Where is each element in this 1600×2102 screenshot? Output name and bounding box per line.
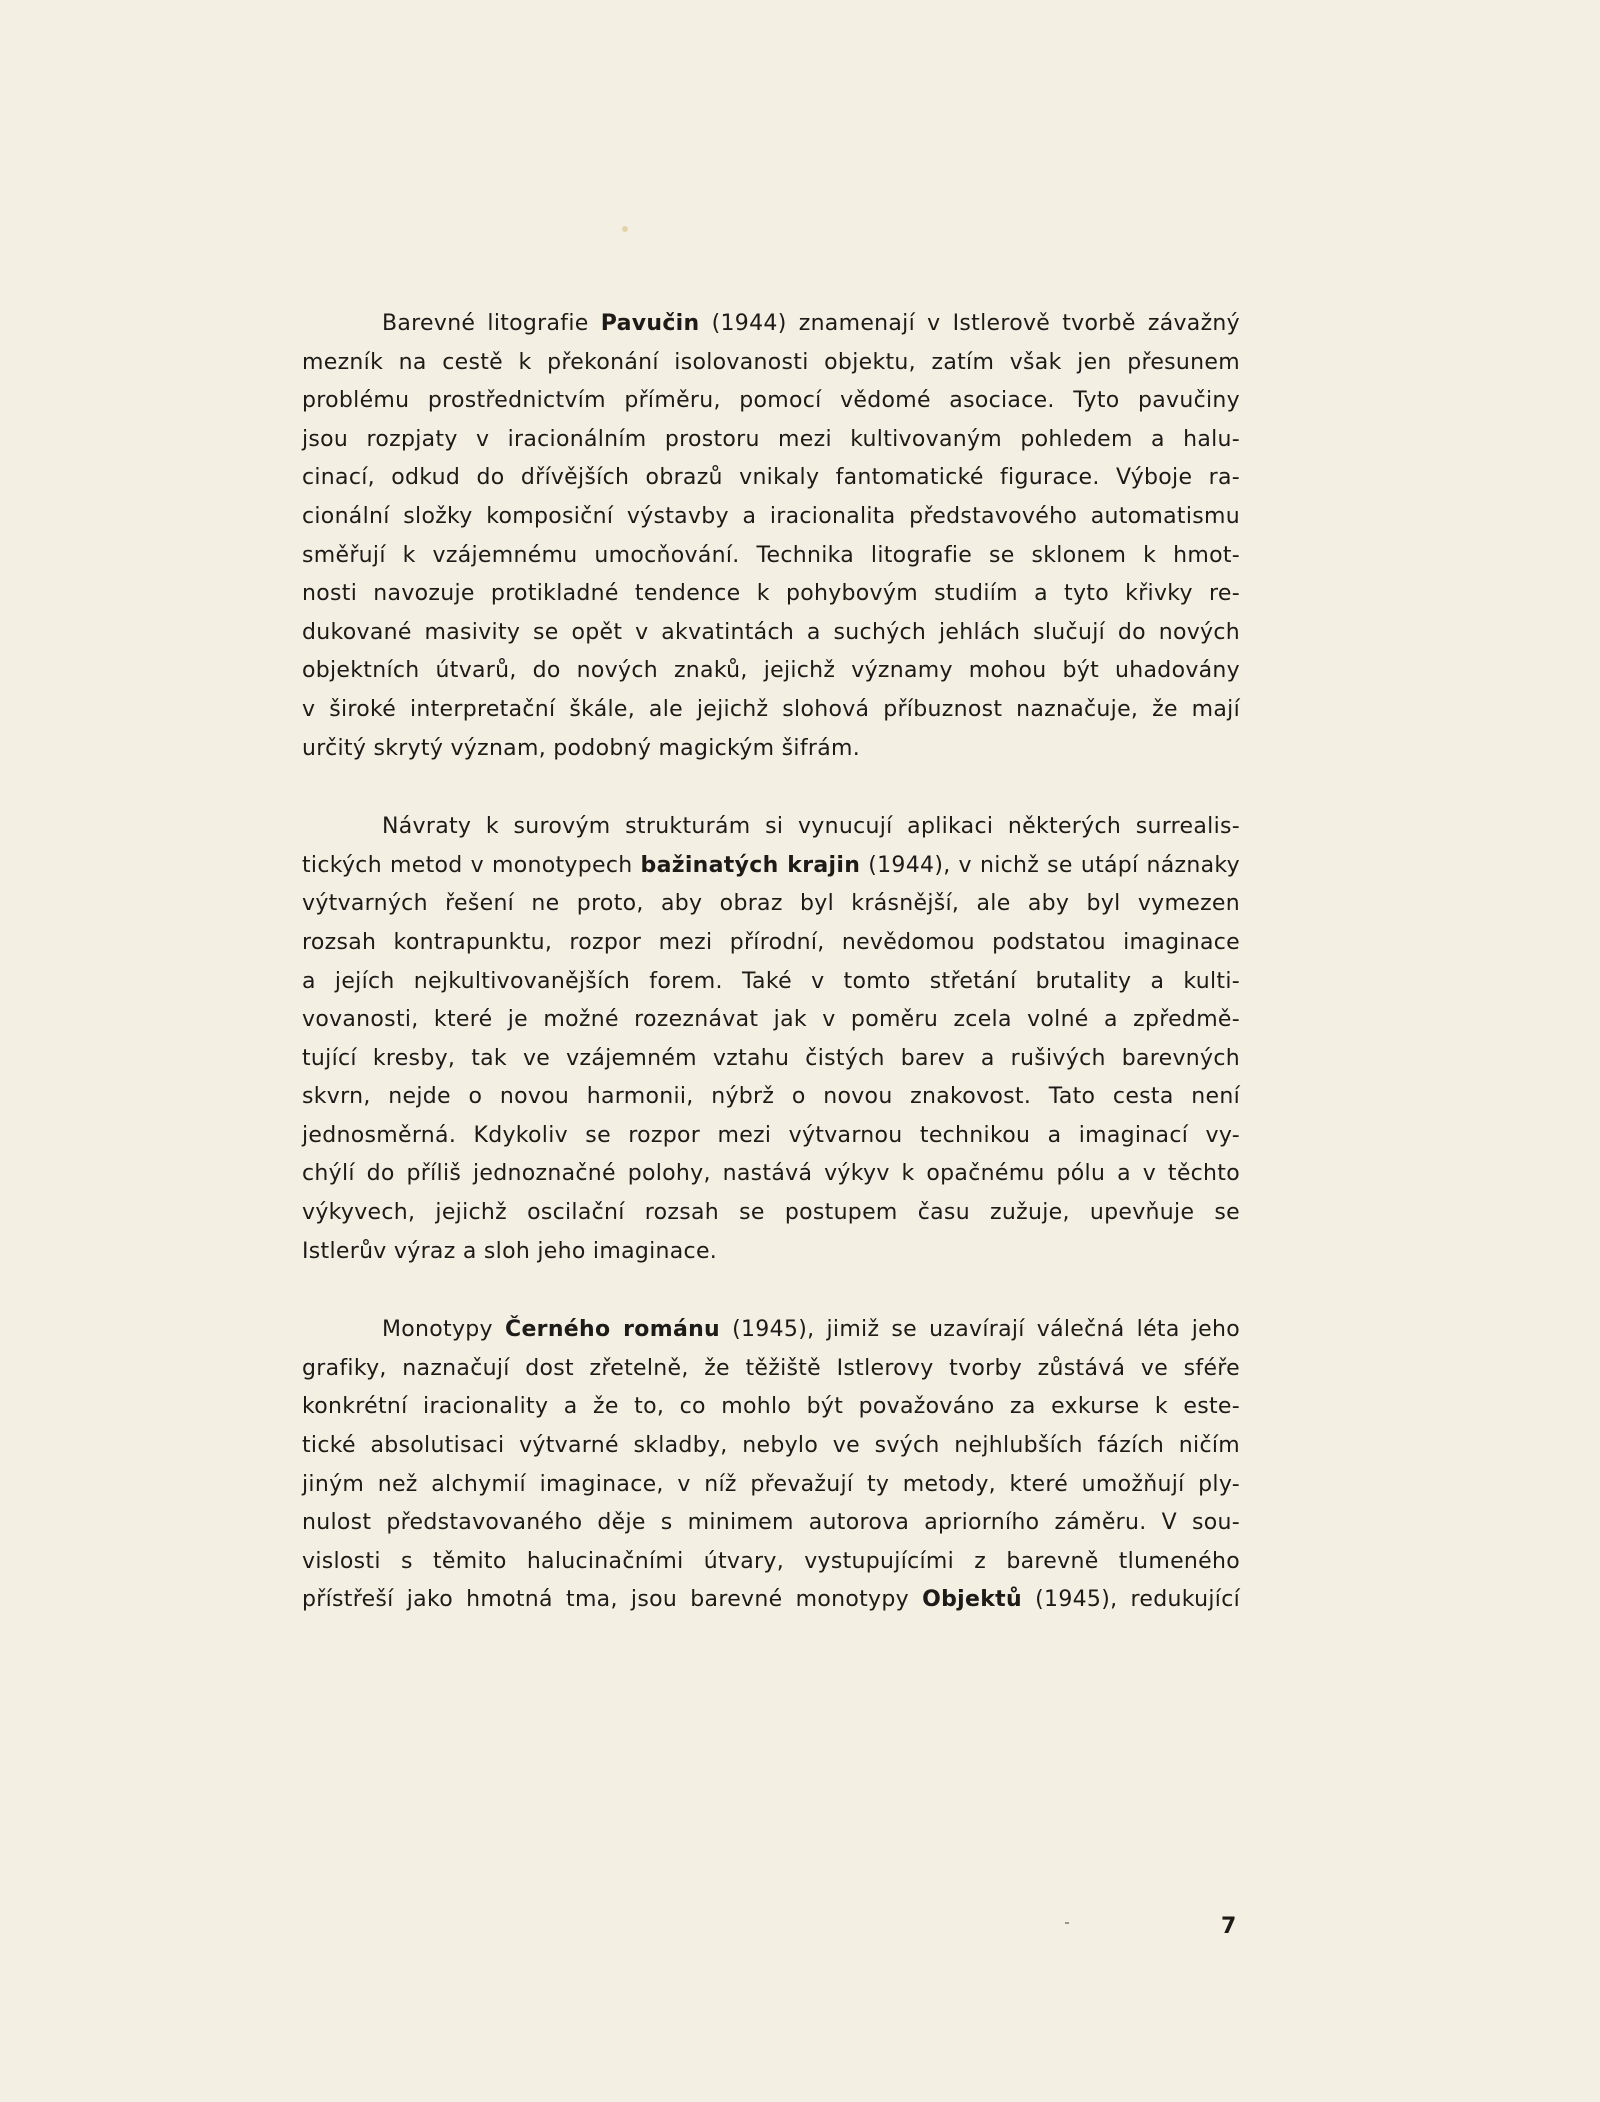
text-run: jednosměrná. Kdykoliv se rozpor mezi výtvarnou technikou a imaginací vy- <box>302 1122 1240 1148</box>
text-line <box>302 691 1240 730</box>
paper-mark <box>1065 1922 1069 1924</box>
text-line <box>302 1194 1240 1233</box>
text-line <box>302 730 1240 769</box>
text-run: (1945), jimiž se uzavírají válečná léta jeho <box>720 1317 1240 1343</box>
text-run: směřují k vzájemnému umocňování. Technika litografie se sklonem k hmot- <box>302 542 1240 568</box>
text-line <box>302 1504 1240 1543</box>
text-line <box>302 305 1240 344</box>
paper-speck <box>622 226 628 232</box>
paragraph <box>302 305 1240 768</box>
text-run: jsou rozpjaty v iracionálním prostoru mezi kultivovaným pohledem a halu- <box>302 426 1240 452</box>
text-line <box>302 885 1240 924</box>
text-line <box>302 382 1240 421</box>
text-line <box>302 1388 1240 1427</box>
text-run: výtvarných řešení ne proto, aby obraz byl krásnější, ale aby byl vymezen <box>302 891 1240 917</box>
text-line <box>302 1350 1240 1389</box>
text-line <box>302 614 1240 653</box>
text-run: vovanosti, které je možné rozeznávat jak v poměru zcela volné a zpředmě- <box>302 1007 1240 1033</box>
text-run: tických metod v monotypech <box>302 852 641 878</box>
text-run: jiným než alchymií imaginace, v níž převažují ty metody, které umožňují ply- <box>302 1471 1240 1497</box>
text-run: určitý skrytý význam, podobný magickým šifrám. <box>302 735 861 761</box>
text-run: problému prostřednictvím příměru, pomocí vědomé asociace. Tyto pavučiny <box>302 388 1240 414</box>
text-line <box>302 575 1240 614</box>
text-run: nulost představovaného děje s minimem autorova apriorního záměru. V sou- <box>302 1510 1240 1536</box>
text-run: výkyvech, jejichž oscilační rozsah se postupem času zužuje, upevňuje se <box>302 1200 1240 1226</box>
text-run: vislosti s těmito halucinačními útvary, vystupujícími z barevně tlumeného <box>302 1548 1240 1574</box>
text-run: konkrétní iracionality a že to, co mohlo být považováno za exkurse k este- <box>302 1394 1240 1420</box>
text-line <box>302 1427 1240 1466</box>
text-run: (1944), v nichž se utápí náznaky <box>860 852 1241 878</box>
text-line <box>302 847 1240 886</box>
text-line <box>302 344 1240 383</box>
text-run: skvrn, nejde o novou harmonii, nýbrž o novou znakovost. Tato cesta není <box>302 1084 1240 1110</box>
bold-title: Černého románu <box>505 1317 721 1343</box>
text-run: tické absolutisaci výtvarné skladby, nebylo ve svých nejhlubších fázích ničím <box>302 1433 1240 1459</box>
text-line <box>302 924 1240 963</box>
text-line <box>302 1466 1240 1505</box>
text-run: Návraty k surovým strukturám si vynucují aplikaci některých surrealis- <box>382 814 1240 840</box>
text-line <box>302 1078 1240 1117</box>
text-line <box>302 1117 1240 1156</box>
text-run: Barevné litografie <box>382 311 601 336</box>
text-line <box>302 1543 1240 1582</box>
text-run: chýlí do příliš jednoznačné polohy, nastává výkyv k opačnému pólu a v těchto <box>302 1161 1240 1187</box>
text-run: (1945), redukující <box>1021 1587 1241 1613</box>
text-run: tující kresby, tak ve vzájemném vztahu čistých barev a rušivých barevných <box>302 1045 1240 1071</box>
text-run: a jejích nejkultivovanějších forem. Také v tomto střetání brutality a kulti- <box>302 968 1240 994</box>
text-line <box>302 808 1240 847</box>
bold-title: bažinatých krajin <box>640 852 861 878</box>
text-run: cinací, odkud do dřívějších obrazů vnikaly fantomatické figurace. Výboje ra- <box>302 465 1240 491</box>
bold-title: Pavučin <box>600 311 700 336</box>
paragraph <box>302 1311 1240 1620</box>
text-line <box>302 1311 1240 1350</box>
text-run: nosti navozuje protikladné tendence k pohybovým studiím a tyto křivky re- <box>302 581 1240 607</box>
text-run: v široké interpretační škále, ale jejichž slohová příbuznost naznačuje, že mají <box>302 696 1240 722</box>
text-run: přístřeší jako hmotná tma, jsou barevné monotypy <box>302 1587 923 1613</box>
text-run: dukované masivity se opět v akvatintách a suchých jehlách slučují do nových <box>302 619 1240 645</box>
text-line <box>302 1001 1240 1040</box>
text-line <box>302 652 1240 691</box>
text-line <box>302 537 1240 576</box>
text-run: Istlerův výraz a sloh jeho imaginace. <box>302 1238 718 1264</box>
body-text <box>302 305 1240 1620</box>
text-run: Monotypy <box>382 1317 505 1343</box>
text-line <box>302 459 1240 498</box>
page-number: 7 <box>1221 1914 1237 1939</box>
text-line <box>302 1040 1240 1079</box>
text-run: (1944) znamenají v Istlerově tvorbě závažný <box>699 311 1240 336</box>
text-run: mezník na cestě k překonání isolovanosti objektu, zatím však jen přesunem <box>302 349 1240 375</box>
text-line <box>302 1155 1240 1194</box>
text-line <box>302 421 1240 460</box>
text-line <box>302 963 1240 1002</box>
bold-title: Objektů <box>922 1587 1022 1613</box>
text-line <box>302 1581 1240 1620</box>
text-line <box>302 498 1240 537</box>
text-run: objektních útvarů, do nových znaků, jejichž významy mohou být uhadovány <box>302 658 1240 684</box>
text-run: cionální složky komposiční výstavby a iracionalita představového automatismu <box>302 503 1240 529</box>
text-line <box>302 1233 1240 1272</box>
text-run: grafiky, naznačují dost zřetelně, že těžiště Istlerovy tvorby zůstává ve sféře <box>302 1355 1240 1381</box>
text-run: rozsah kontrapunktu, rozpor mezi přírodní, nevědomou podstatou imaginace <box>302 929 1240 955</box>
paragraph <box>302 808 1240 1271</box>
